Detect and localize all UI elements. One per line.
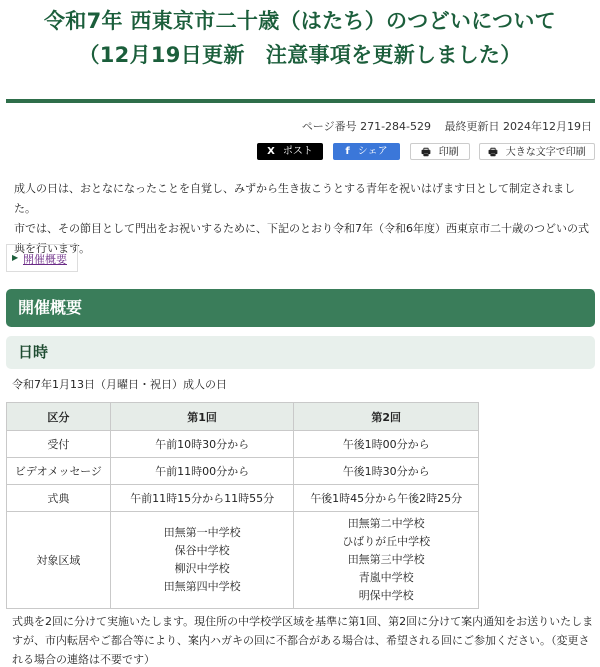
toc-link-overview[interactable]: 開催概要 [23, 253, 67, 266]
school-name: 田無第四中学校 [163, 580, 241, 593]
print-button[interactable] [410, 143, 470, 160]
intro-text [14, 179, 592, 259]
notice-text: 式典を2回に分けて実施いたします。現住所の中学校学区域を基準に第1回、第2回に分けて案内通知をお送りいたしますが、市内転居やご都合等により、案内ハガキの回に不都合がある場合は、希望される回にご参加ください。（変更される場合の連絡は不要です） [12, 615, 594, 666]
print-label: 印刷 [438, 147, 459, 158]
section-heading-overview: 開催概要 [6, 289, 595, 327]
table-row [7, 431, 479, 458]
header-round2: 第2回 [294, 403, 479, 431]
subheading-datetime: 日時 [6, 336, 595, 369]
school-name: 田無第二中学校 [347, 517, 425, 530]
school-name: ひばりが丘中学校 [342, 535, 431, 548]
page-title-line1: 令和7年 西東京市二十歳（はたち）のつどいについて [43, 9, 556, 33]
table-row [7, 458, 479, 485]
round2-area-list [294, 512, 479, 609]
facebook-logo-icon: f [345, 146, 350, 157]
row-label: 受付 [7, 431, 111, 458]
school-name: 明保中学校 [358, 589, 414, 602]
printer-icon: 🖶 [488, 147, 498, 158]
table-row [7, 485, 479, 512]
large-print-label: 大きな文字で印刷 [505, 147, 586, 158]
round2-cell: 午後1時00分から [294, 431, 479, 458]
x-post-button[interactable] [257, 143, 323, 160]
page-number: ページ番号 271-284-529 [301, 120, 432, 133]
round1-area-list [110, 512, 294, 609]
title-divider [6, 99, 595, 103]
event-date: 令和7年1月13日（月曜日・祝日）成人の日 [12, 378, 227, 391]
header-category: 区分 [7, 403, 111, 431]
large-print-button[interactable] [479, 143, 595, 160]
schedule-table [6, 402, 479, 609]
intro-paragraph-2: 市では、その節目として門出をお祝いするために、下記のとおり令和7年（令和6年度）西東京市二十歳のつどいの式典を行います。 [14, 222, 589, 255]
table-row-area [7, 512, 479, 609]
row-label: ビデオメッセージ [7, 458, 111, 485]
round2-cell: 午後1時30分から [294, 458, 479, 485]
triangle-right-icon: ▶ [12, 253, 19, 262]
table-header-row [7, 403, 479, 431]
page-title [0, 4, 600, 72]
table-of-contents [6, 244, 78, 272]
page-title-line2: （12月19日更新 注意事項を更新しました） [78, 43, 522, 67]
page-meta [302, 118, 592, 134]
row-label: 対象区域 [7, 512, 111, 609]
round1-cell: 午前11時00分から [110, 458, 294, 485]
row-label: 式典 [7, 485, 111, 512]
school-name: 田無第一中学校 [163, 526, 241, 539]
school-name: 青嵐中学校 [358, 571, 414, 584]
x-logo-icon: X [267, 146, 275, 157]
x-post-label: ポスト [282, 146, 313, 157]
printer-icon: 🖶 [421, 147, 431, 158]
intro-paragraph-1: 成人の日は、おとなになったことを自覚し、みずから生き抜こうとする青年を祝いはげます日として制定されました。 [14, 182, 575, 215]
facebook-share-button[interactable] [333, 143, 400, 160]
school-name: 保谷中学校 [174, 544, 230, 557]
round1-cell: 午前11時15分から11時55分 [110, 485, 294, 512]
header-round1: 第1回 [110, 403, 294, 431]
share-toolbar [0, 143, 600, 161]
school-name: 田無第三中学校 [347, 553, 425, 566]
round2-cell: 午後1時45分から午後2時25分 [294, 485, 479, 512]
round1-cell: 午前10時30分から [110, 431, 294, 458]
last-updated: 最終更新日 2024年12月19日 [444, 120, 592, 133]
facebook-share-label: シェア [357, 146, 388, 157]
school-name: 柳沢中学校 [174, 562, 230, 575]
